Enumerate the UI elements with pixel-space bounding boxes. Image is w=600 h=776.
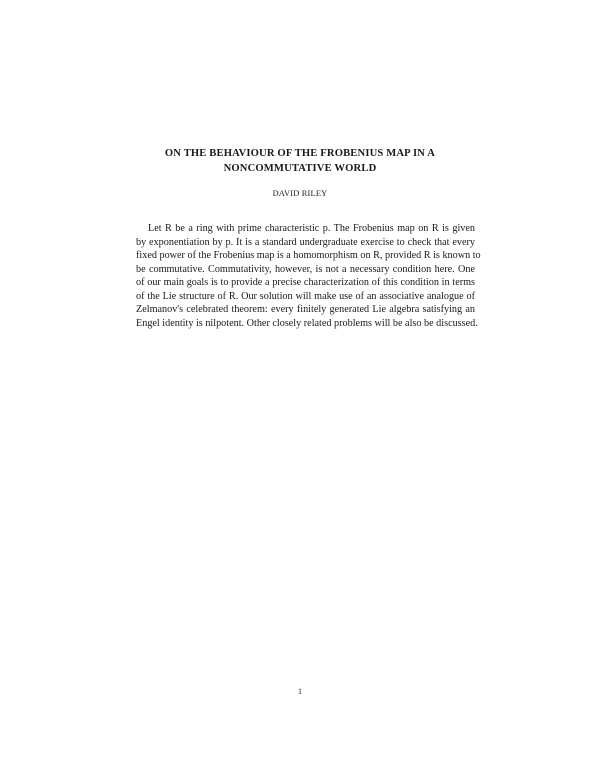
abstract-line-2: by exponentiation by p. It is a standard undergraduate exercise to check that every xyxy=(136,236,475,248)
abstract-line-8: Engel identity is nilpotent. Other closely related problems will be also be discussed. xyxy=(136,317,478,329)
abstract-paragraph xyxy=(136,222,481,330)
title-line-1: ON THE BEHAVIOUR OF THE FROBENIUS MAP IN A xyxy=(164,148,436,159)
abstract-line-4: be commutative. Commutativity, however, is not a necessary condition here. One xyxy=(136,263,475,275)
abstract-line-7: Zelmanov's celebrated theorem: every finitely generated Lie algebra satisfying an xyxy=(136,304,475,316)
abstract-line-3: fixed power of the Frobenius map is a homomorphism on R, provided R is known to xyxy=(136,250,481,262)
page-number: 1 xyxy=(298,687,302,696)
title-line-2: NONCOMMUTATIVE WORLD xyxy=(223,163,377,174)
author-name: DAVID RILEY xyxy=(272,189,328,198)
paper-title xyxy=(100,146,500,176)
abstract-line-1: Let R be a ring with prime characteristic p. The Frobenius map on R is given xyxy=(148,223,475,234)
abstract-line-6: of the Lie structure of R. Our solution will make use of an associative analogue of xyxy=(136,290,475,302)
abstract-line-5: of our main goals is to provide a precise characterization of this condition in terms xyxy=(136,277,475,289)
